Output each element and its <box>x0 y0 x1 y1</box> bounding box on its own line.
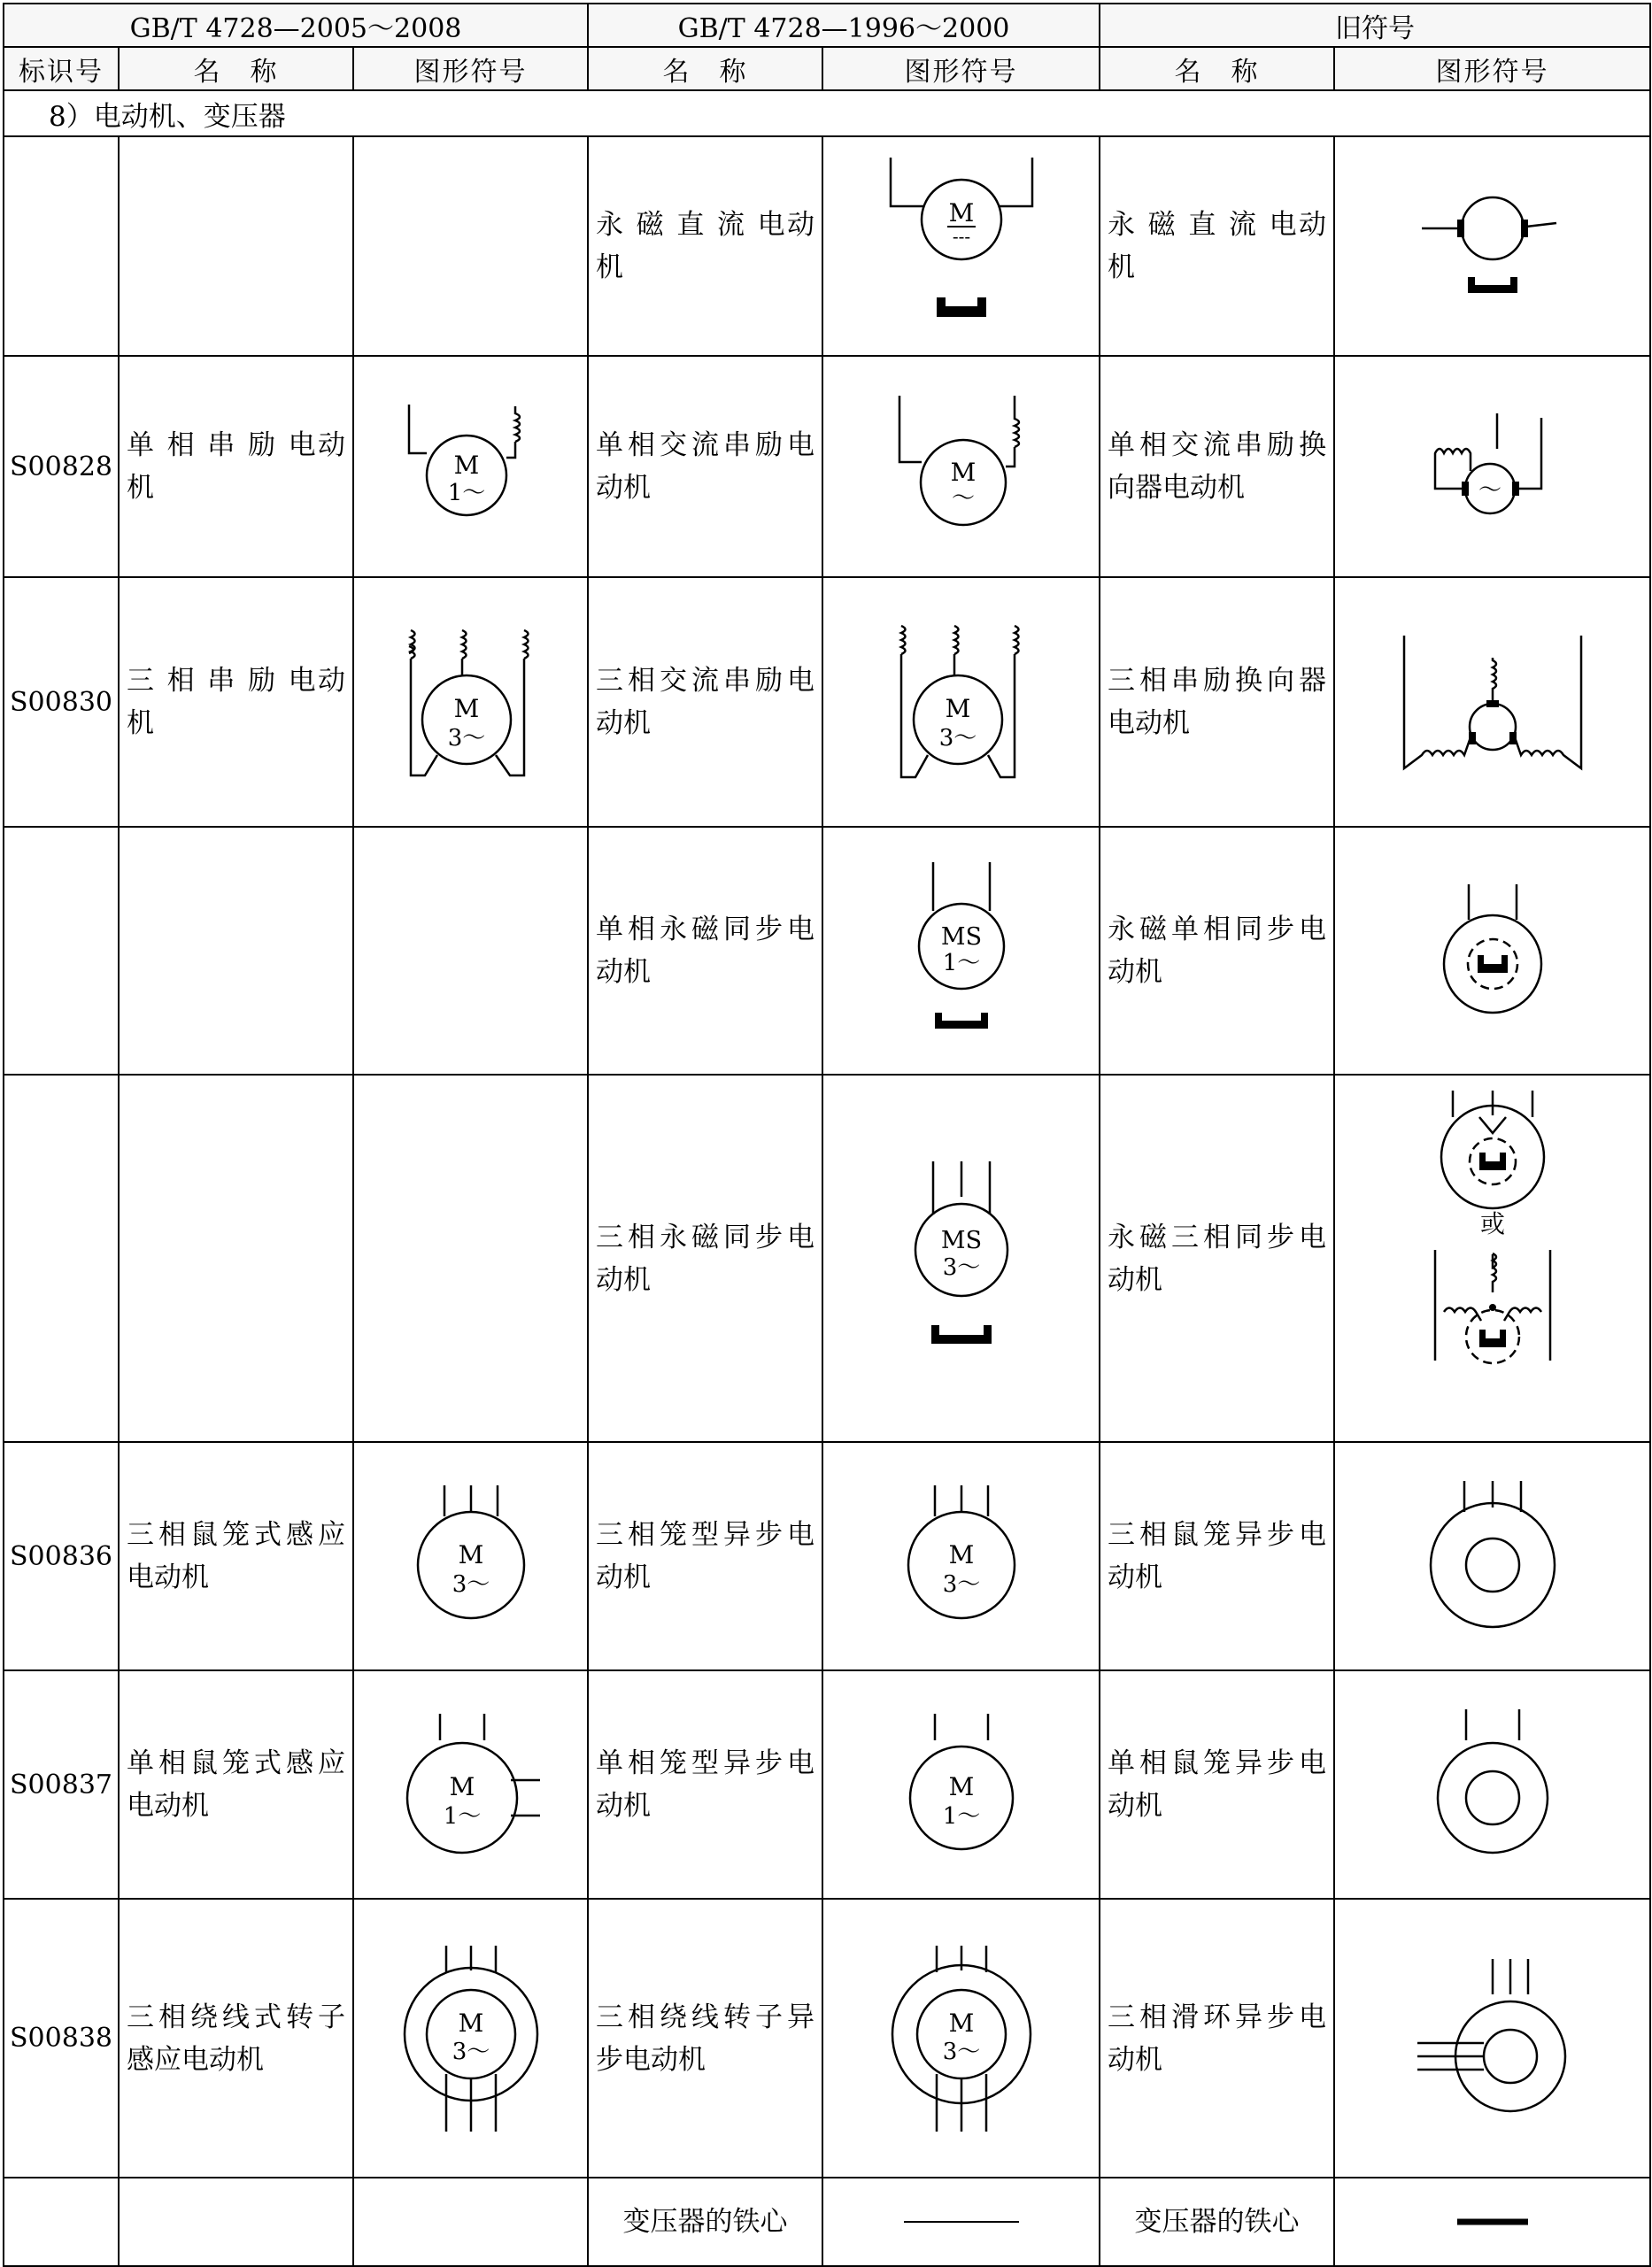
row-symbol-old <box>1334 827 1650 1075</box>
row-name-old: 变压器的铁心 <box>1100 2178 1334 2266</box>
row-name-old: 三相鼠笼异步电动机 <box>1100 1442 1334 1670</box>
col-header-id: 标识号 <box>4 47 119 90</box>
col-header-symbol-1996: 图形符号 <box>822 47 1100 90</box>
motor-letter: M <box>449 1772 475 1801</box>
series-motor-3ph-symbol <box>400 618 542 786</box>
row-symbol-2005 <box>353 2178 588 2266</box>
row-symbol-1996 <box>822 1075 1100 1442</box>
column-header-row <box>4 47 1650 90</box>
wound-rotor-induction-3ph-symbol <box>886 1946 1037 2132</box>
table-row <box>4 1442 1650 1670</box>
row-name-1996: 三相绕线转子异步电动机 <box>588 1899 822 2178</box>
row-name-old: 三相滑环异步电动机 <box>1100 1899 1334 2178</box>
row-symbol-old <box>1334 1899 1650 2178</box>
row-name-2005: 三相鼠笼式感应电动机 <box>119 1442 353 1670</box>
group-header-2005: GB/T 4728—2005～2008 <box>4 4 588 47</box>
motor-letter: M <box>458 1540 483 1569</box>
phase-label: 1～ <box>942 1803 980 1830</box>
row-id: S00837 <box>4 1670 119 1899</box>
dc-mark: --- <box>952 226 970 247</box>
row-symbol-old <box>1334 2178 1650 2266</box>
phase-label: 3～ <box>447 725 485 752</box>
row-name-1996: 单相永磁同步电动机 <box>588 827 822 1075</box>
row-id <box>4 827 119 1075</box>
row-symbol-1996 <box>822 827 1100 1075</box>
row-name-2005: 单相鼠笼式感应电动机 <box>119 1670 353 1899</box>
row-name-1996: 永 磁 直 流 电动机 <box>588 136 822 356</box>
phase-label: 3～ <box>938 725 977 752</box>
row-name-old: 三相串励换向器电动机 <box>1100 577 1334 827</box>
motor-letter: M <box>948 198 974 227</box>
row-name-1996: 三相笼型异步电动机 <box>588 1442 822 1670</box>
phase-label: 1～ <box>443 1803 481 1830</box>
row-symbol-1996 <box>822 2178 1100 2266</box>
col-header-name-1996: 名 称 <box>588 47 822 90</box>
row-symbol-1996 <box>822 1899 1100 2178</box>
row-symbol-1996 <box>822 1442 1100 1670</box>
row-symbol-2005 <box>353 1670 588 1899</box>
table-row <box>4 577 1650 827</box>
section-row <box>4 90 1650 136</box>
cage-induction-3ph-symbol <box>899 1485 1023 1627</box>
row-name-2005: 三 相 串 励 电动机 <box>119 577 353 827</box>
motor-letter: M <box>945 694 970 723</box>
row-id: S00838 <box>4 1899 119 2178</box>
permanent-magnet-icon <box>1478 955 1508 973</box>
motor-letter: MS <box>940 1226 982 1254</box>
old-transformer-core-symbol <box>1457 2216 1528 2228</box>
row-symbol-old <box>1334 577 1650 827</box>
row-id <box>4 2178 119 2266</box>
table-row <box>4 1899 1650 2178</box>
motor-letter: M <box>950 458 976 487</box>
table-row <box>4 1670 1650 1899</box>
col-header-name-old: 名 称 <box>1100 47 1334 90</box>
wound-rotor-3ph-symbol <box>400 1946 542 2132</box>
row-name-2005: 三相绕线式转子感应电动机 <box>119 1899 353 2178</box>
motor-letter: M <box>453 451 479 480</box>
pm-sync-motor-3ph-symbol <box>899 1161 1023 1356</box>
pm-dc-motor-symbol <box>873 158 1050 335</box>
pm-sync-motor-1ph-symbol <box>899 862 1023 1039</box>
row-id: S00830 <box>4 577 119 827</box>
row-name-2005: 单 相 串 励 电动机 <box>119 356 353 577</box>
permanent-magnet-icon <box>931 1325 992 1344</box>
table-row <box>4 1075 1650 1442</box>
row-name-old: 永 磁 直 流 电动机 <box>1100 136 1334 356</box>
motor-letter: M <box>948 1540 974 1569</box>
motor-letter: MS <box>940 923 982 951</box>
phase-label: 3～ <box>452 2038 490 2065</box>
ac-series-motor-3ph-symbol <box>891 613 1032 790</box>
row-name-2005 <box>119 2178 353 2266</box>
row-name-2005 <box>119 136 353 356</box>
row-name-1996: 三相交流串励电动机 <box>588 577 822 827</box>
row-symbol-old <box>1334 136 1650 356</box>
row-name-old: 单相交流串励换向器电动机 <box>1100 356 1334 577</box>
table-row <box>4 136 1650 356</box>
row-symbol-2005 <box>353 827 588 1075</box>
row-symbol-old <box>1334 1670 1650 1899</box>
row-symbol-1996 <box>822 356 1100 577</box>
old-slip-ring-induction-3ph-symbol <box>1417 1959 1568 2118</box>
phase-label: 3～ <box>942 1253 980 1281</box>
row-name-1996: 单相交流串励电动机 <box>588 356 822 577</box>
row-symbol-old <box>1334 1442 1650 1670</box>
col-header-symbol-old: 图形符号 <box>1334 47 1650 90</box>
row-id: S00836 <box>4 1442 119 1670</box>
group-header-row <box>4 4 1650 47</box>
transformer-core-symbol <box>904 2217 1019 2226</box>
old-series-commutator-3ph-symbol <box>1395 622 1590 782</box>
phase-label: 3～ <box>452 1571 490 1598</box>
row-name-2005 <box>119 1075 353 1442</box>
ac-mark: ～ <box>1478 477 1501 504</box>
group-header-1996: GB/T 4728—1996～2000 <box>588 4 1100 47</box>
phase-label: 1～ <box>942 950 980 976</box>
col-header-symbol-2005: 图形符号 <box>353 47 588 90</box>
old-squirrel-cage-1ph-symbol <box>1426 1709 1559 1860</box>
row-id: S00828 <box>4 356 119 577</box>
row-name-old: 单相鼠笼异步电动机 <box>1100 1670 1334 1899</box>
table-row <box>4 356 1650 577</box>
row-symbol-2005 <box>353 577 588 827</box>
row-symbol-2005 <box>353 136 588 356</box>
group-header-old: 旧符号 <box>1100 4 1650 47</box>
row-name-1996: 三相永磁同步电动机 <box>588 1075 822 1442</box>
cage-induction-1ph-symbol <box>899 1714 1023 1855</box>
symbol-table <box>3 3 1651 2267</box>
row-name-1996: 单相笼型异步电动机 <box>588 1670 822 1899</box>
row-symbol-2005 <box>353 1442 588 1670</box>
old-pm-sync-1ph-symbol <box>1435 884 1550 1017</box>
old-squirrel-cage-3ph-symbol <box>1422 1481 1563 1631</box>
motor-letter: M <box>453 694 479 723</box>
motor-letter: M <box>948 2008 974 2038</box>
old-pm-dc-motor-symbol <box>1422 193 1563 299</box>
row-symbol-2005 <box>353 1899 588 2178</box>
squirrel-cage-3ph-symbol <box>409 1485 533 1627</box>
row-id <box>4 136 119 356</box>
section-title: 8）电动机、变压器 <box>4 90 1650 136</box>
table-row <box>4 827 1650 1075</box>
row-symbol-2005 <box>353 356 588 577</box>
row-symbol-1996 <box>822 577 1100 827</box>
row-symbol-old <box>1334 356 1650 577</box>
series-motor-1ph-symbol <box>400 405 542 528</box>
col-header-name-2005: 名 称 <box>119 47 353 90</box>
old-pm-sync-3ph-symbol <box>1426 1091 1559 1427</box>
motor-letter: M <box>458 2008 483 2038</box>
phase-label: ～ <box>951 485 975 512</box>
permanent-magnet-icon <box>937 297 986 317</box>
table-row <box>4 2178 1650 2266</box>
old-series-commutator-motor-symbol <box>1426 413 1559 520</box>
phase-label: 1～ <box>447 480 485 506</box>
permanent-magnet-icon <box>1468 277 1517 293</box>
row-name-2005 <box>119 827 353 1075</box>
phase-label: 3～ <box>942 1571 980 1598</box>
permanent-magnet-icon <box>935 1013 988 1029</box>
or-label: 或 <box>1479 1208 1505 1238</box>
ac-series-motor-1ph-symbol <box>882 396 1041 537</box>
row-id <box>4 1075 119 1442</box>
row-symbol-1996 <box>822 136 1100 356</box>
row-symbol-2005 <box>353 1075 588 1442</box>
row-name-1996: 变压器的铁心 <box>588 2178 822 2266</box>
row-symbol-old <box>1334 1075 1650 1442</box>
squirrel-cage-1ph-symbol <box>400 1714 542 1855</box>
row-name-old: 永磁单相同步电动机 <box>1100 827 1334 1075</box>
phase-label: 3～ <box>942 2038 980 2065</box>
row-name-old: 永磁三相同步电动机 <box>1100 1075 1334 1442</box>
row-symbol-1996 <box>822 1670 1100 1899</box>
motor-letter: M <box>948 1772 974 1801</box>
